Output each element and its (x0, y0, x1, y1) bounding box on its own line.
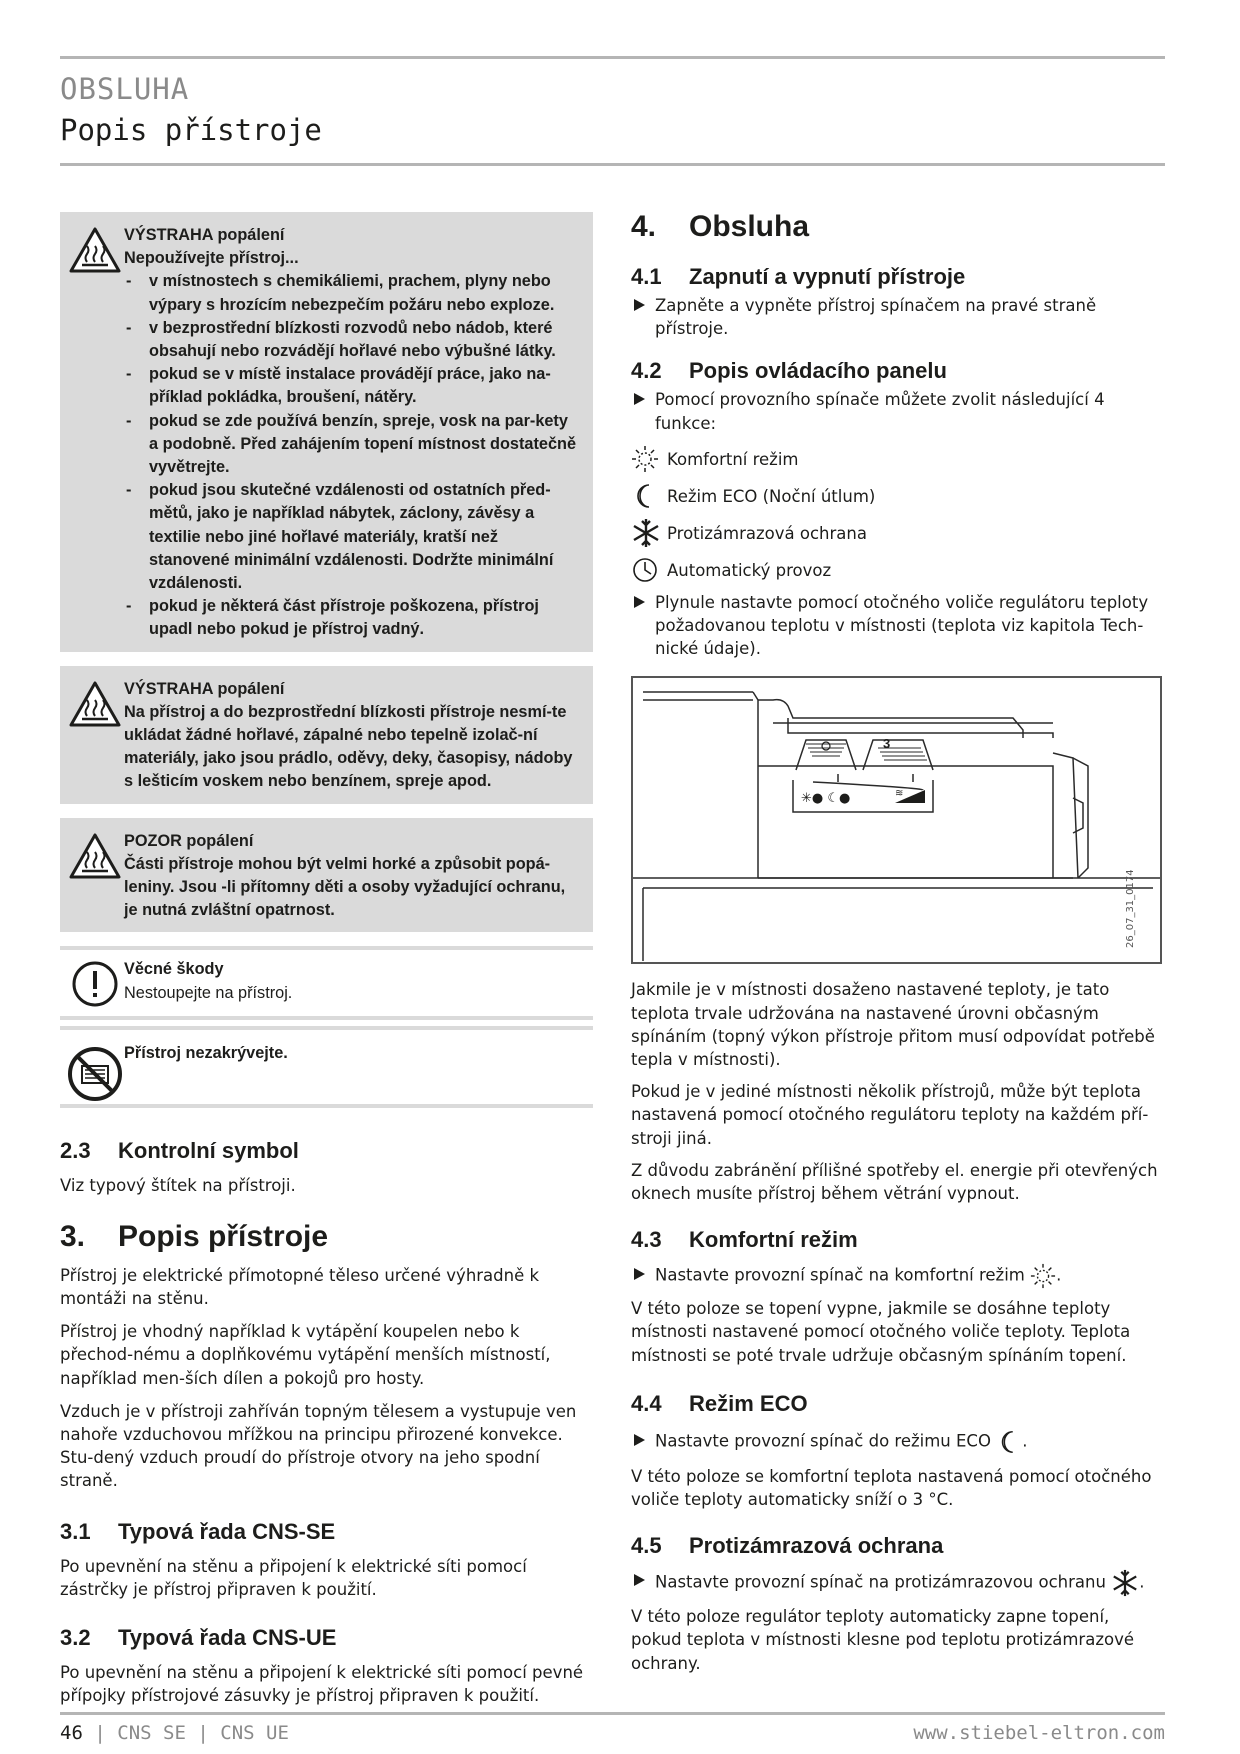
section-4-5-heading: 4.5 Protizámrazová ochrana (631, 1533, 944, 1559)
section-3-2-heading: 3.2 Typová řada CNS-UE (60, 1624, 337, 1650)
sun-comfort-icon (1030, 1263, 1056, 1289)
section-4-4-heading: 4.4 Režim ECO (631, 1390, 808, 1416)
instruction-bullet: Pomocí provozního spínače můžete zvolit následující 4 funkce: (631, 388, 1164, 434)
instruction-bullet: Zapněte a vypněte přístroj spínačem na pravé straně přístroje. (631, 294, 1164, 340)
section-4-3-text: V této poloze se topení vypne, jakmile se dosáhne teploty místnosti nastavené pomocí otočného voliče teploty. Teplota místnosti se poté trvale udržuje občasným spínáním topení. (631, 1299, 1131, 1365)
bullet-arrow-icon (634, 596, 645, 608)
function-item: Protizámrazová ochrana (631, 515, 1164, 552)
paragraph: Pokud je v jediné místnosti několik přístrojů, může být teplota nastavená pomocí otočného regulátoru teploty na každém pří-stroji jiná. (631, 1082, 1149, 1148)
heater-illustration (633, 678, 1160, 962)
website-link[interactable]: www.stiebel-eltron.com (913, 1722, 1165, 1744)
section-2-3-heading: 2.3 Kontrolní symbol (60, 1138, 299, 1164)
footer-separator: | (94, 1722, 106, 1744)
section-3-heading: 3. Popis přístroje (60, 1219, 329, 1253)
bullet-arrow-icon (634, 1574, 645, 1586)
section-2-3-text: Viz typový štítek na přístroji. (60, 1176, 296, 1196)
section-4-5-text: V této poloze regulátor teploty automaticky zapne topení, pokud teplota v místnosti klesne pod teplotu protizámrazové ochrany. (631, 1607, 1135, 1673)
instruction-bullet: Nastavte provozní spínač na protizámrazovou ochranu . (631, 1569, 1164, 1597)
hot-surface-warning-icon (66, 224, 124, 642)
section-4-2-heading: 4.2 Popis ovládacího panelu (631, 358, 947, 384)
list-item: - pokud se zde používá benzín, spreje, vosk na par-kety a podobně. Před zahájením topení místnost dostatečně vyvětrejte. (124, 410, 581, 480)
list-item: - pokud jsou skutečné vzdálenosti od ostatních před-mětů, jako je například nábytek, záclony, závěsy a textilie nebo jiné hořlavé materiály, kratší než stanovené minimální vzdálenosti. Dodržte minimální vzdálenosti. (124, 479, 581, 595)
warning-lead: Nepoužívejte přístroj... (124, 249, 299, 268)
figure-code: 26_07_31_0174 (1125, 869, 1136, 949)
section-3-paragraph: Přístroj je elektrické přímotopné těleso určené výhradně k montáži na stěnu. (60, 1265, 540, 1308)
warning-title: POZOR popálení (124, 831, 254, 850)
section-4-4-text: V této poloze se komfortní teplota nastavená pomocí otočného voliče teploty automaticky sníží o 3 °C. (631, 1466, 1152, 1510)
section-4-heading: 4. Obsluha (631, 210, 810, 243)
section-3-1-heading: 3.1 Typová řada CNS-SE (60, 1518, 336, 1544)
list-item: - v místnostech s chemikáliemi, prachem, plyny nebo výpary s hrozícím nebezpečím požáru nebo exploze. (124, 270, 581, 316)
function-item: Komfortní režim (631, 441, 1164, 478)
warning-box-2 (60, 666, 593, 804)
section-heading: OBSLUHA (60, 72, 190, 106)
warning-text: Části přístroje mohou být velmi horké a způsobit popá-leniny. Jsou -li přítomny děti a osoby vyžadující ochranu, je nutná zvláštní opatrnost. (124, 854, 566, 920)
page-title: Popis přístroje (60, 113, 322, 147)
warning-title: VÝSTRAHA popálení (124, 679, 285, 698)
bullet-arrow-icon (634, 393, 645, 405)
left-column (60, 212, 593, 1707)
section-4-1-heading: 4.1 Zapnutí a vypnutí přístroje (631, 264, 966, 289)
instruction-bullet: Plynule nastavte pomocí otočného voliče regulátoru teploty požadovanou teplotu v místnosti (teplota viz kapitola Tech-nické údaje). (631, 591, 1164, 661)
clock-auto-icon (631, 556, 667, 584)
section-3-1-text: Po upevnění na stěnu a připojení k elektrické síti pomocí zástrčky je přístroj připraven k použití. (60, 1556, 527, 1599)
instruction-bullet: Nastavte provozní spínač na komfortní režim . (631, 1263, 1164, 1289)
snowflake-frost-icon (631, 518, 667, 548)
moon-eco-icon (996, 1429, 1022, 1455)
bullet-arrow-icon (634, 299, 645, 311)
function-item: Režim ECO (Noční útlum) (631, 478, 1164, 515)
list-item: - pokud je některá část přístroje poškozena, přístroj upadl nebo pokud je přístroj vadný. (124, 595, 581, 641)
warning-text: Na přístroj a do bezprostřední blízkosti přístroje nesmí-te ukládat žádné hořlavé, zápalné nebo tepelně izolač-ní materiály, jako jsou prádlo, oděvy, deky, časopisy, nádoby s lešticím voskem nebo benzínem, spreje apod. (124, 702, 573, 791)
model-label: CNS SE (117, 1722, 186, 1744)
bullet-arrow-icon (634, 1434, 645, 1446)
snowflake-frost-icon (1111, 1569, 1139, 1597)
notice-title: Věcné škody (124, 960, 224, 979)
right-column (631, 210, 1164, 1675)
function-list (631, 441, 1164, 589)
do-not-cover-notice (60, 1026, 593, 1108)
bullet-arrow-icon (634, 1268, 645, 1280)
paragraph: Z důvodu zabránění přílišné spotřeby el. energie při otevřených oknech musíte přístroj během větrání vypnout. (631, 1160, 1158, 1204)
page-number: 46 (60, 1722, 83, 1744)
hot-surface-warning-icon (66, 830, 124, 923)
instruction-bullet: Nastavte provozní spínač do režimu ECO . (631, 1429, 1164, 1455)
header-top-rule (60, 56, 1165, 59)
warning-box-1 (60, 212, 593, 652)
svg-text:≋: ≋ (895, 788, 904, 800)
svg-text:✳● ☾●: ✳● ☾● (801, 791, 851, 807)
function-item: Automatický provoz (631, 552, 1164, 589)
do-not-cover-icon (66, 1038, 124, 1102)
moon-eco-icon (631, 482, 667, 510)
section-4-3-heading: 4.3 Komfortní režim (631, 1227, 858, 1253)
dial-value: 3 (883, 736, 891, 752)
section-3-paragraph: Přístroj je vhodný například k vytápění koupelen nebo k přechod-nému a doplňkovému vytápění menších místností, například men-ších dílen a pokojů pro hosty. (60, 1322, 551, 1388)
header-bottom-rule (60, 163, 1165, 166)
footer-separator: | (197, 1722, 209, 1744)
notice-text: Nestoupejte na přístroj. (124, 983, 293, 1002)
section-3-paragraph: Vzduch je v přístroji zahříván topným tělesem a vystupuje ven nahoře vzduchovou mřížkou na principu přirozené konvekce. Stu-dený vzduch proudí do přístroje otvory na jeho spodní straně. (60, 1401, 577, 1491)
list-item: - pokud se v místě instalace provádějí práce, jako na-příklad pokládka, broušení, nátěry. (124, 363, 581, 409)
paragraph: Jakmile je v místnosti dosaženo nastavené teploty, je tato teplota trvale udržována na nastavené úrovni občasným spínáním (topný výkon přístroje přitom musí odpovídat potřebě tepla v místnosti). (631, 980, 1155, 1070)
hot-surface-warning-icon (66, 678, 124, 794)
section-3-2-text: Po upevnění na stěnu a připojení k elektrické síti pomocí pevné přípojky přístrojové zásuvky je přístroj připraven k použití. (60, 1662, 584, 1706)
exclamation-circle-icon (66, 958, 124, 1008)
property-damage-notice (60, 946, 593, 1020)
caution-box (60, 818, 593, 933)
control-panel-figure (631, 676, 1162, 964)
warning-title: VÝSTRAHA popálení (124, 226, 285, 244)
list-item: - v bezprostřední blízkosti rozvodů nebo nádob, které obsahují nebo rozvádějí hořlavé nebo výbušné látky. (124, 317, 581, 363)
notice-text: Přístroj nezakrývejte. (124, 1044, 288, 1063)
footer-rule (60, 1712, 1165, 1715)
sun-comfort-icon (631, 445, 667, 473)
model-label: CNS UE (220, 1722, 289, 1744)
warning-list (124, 270, 581, 641)
